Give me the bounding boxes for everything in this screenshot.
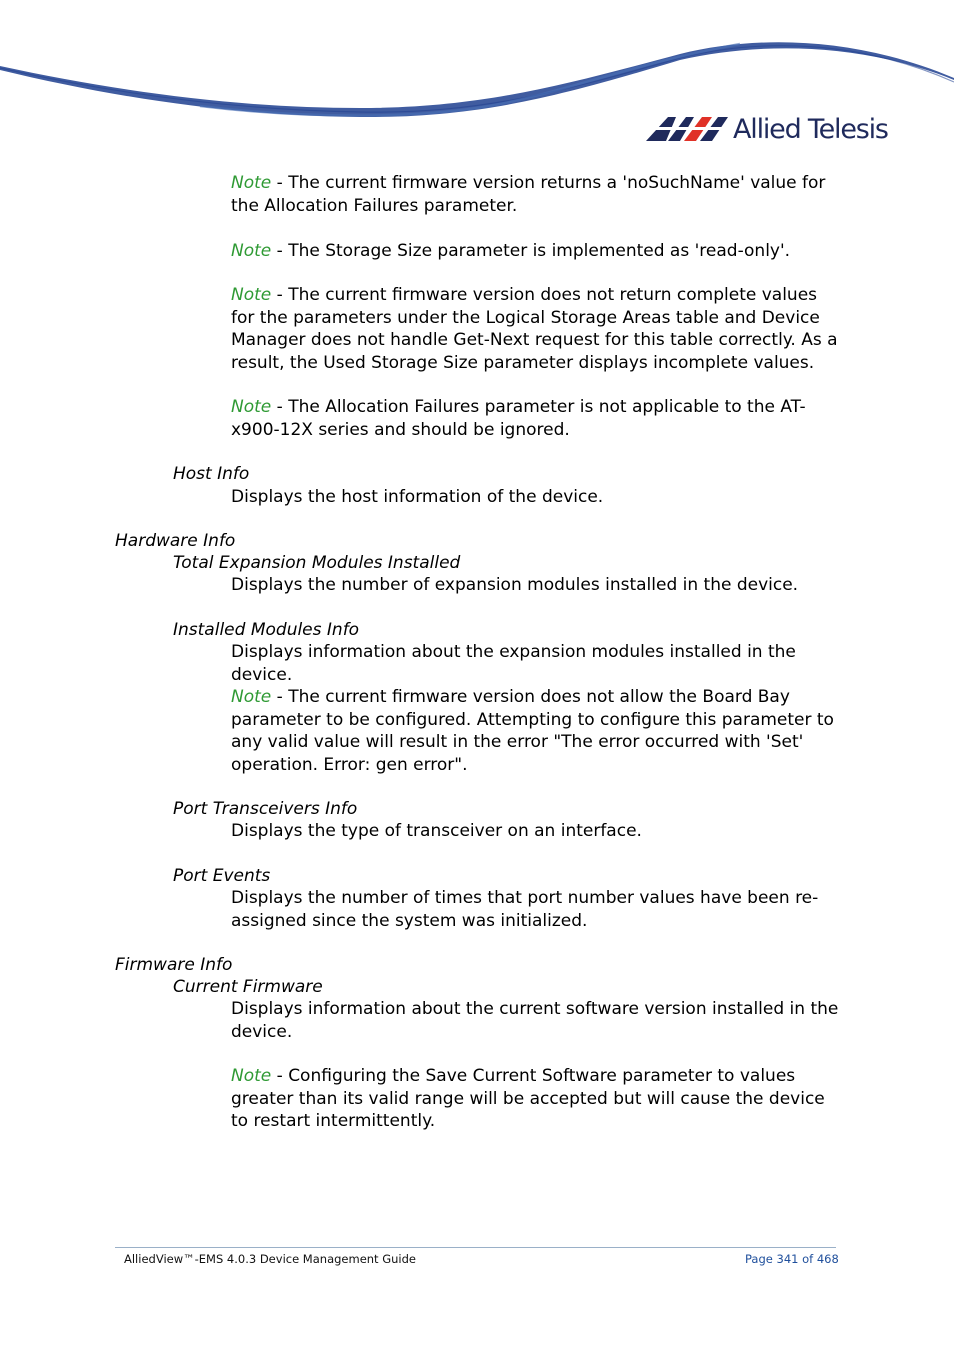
- host-info-heading: Host Info: [173, 464, 250, 484]
- port-events-heading: Port Events: [173, 866, 271, 886]
- port-transceivers-desc: Displays the type of transceiver on an interface.: [231, 821, 642, 841]
- host-info-desc: Displays the host information of the device.: [231, 487, 604, 507]
- note-label: Note: [231, 397, 272, 417]
- note-x900: [231, 396, 841, 441]
- note-allocation-failures: [231, 172, 841, 217]
- note-text: - The current firmware version returns a 'noSuchName' value for the Allocation Failures parameter.: [231, 173, 826, 216]
- note-label: Note: [231, 241, 272, 261]
- port-transceivers-heading: Port Transceivers Info: [173, 799, 358, 819]
- note-text: - The current firmware version does not return complete values for the parameters under the Logical Storage Areas table and Device Manager does not handle Get-Next request for this table correctly. As a result, the Used Storage Size parameter displays incomplete values.: [231, 285, 838, 373]
- total-expansion-desc: Displays the number of expansion modules installed in the device.: [231, 575, 799, 595]
- footer-divider: [115, 1247, 836, 1248]
- note-storage-size: [231, 240, 841, 263]
- logo-text: Allied Telesis: [733, 114, 888, 145]
- note-board-bay: [231, 686, 841, 776]
- note-label: Note: [231, 173, 272, 193]
- installed-modules-heading: Installed Modules Info: [173, 620, 360, 640]
- note-text: - The Allocation Failures parameter is not applicable to the AT-x900-12X series and should be ignored.: [231, 397, 806, 440]
- current-firmware-heading: Current Firmware: [173, 977, 323, 997]
- note-label: Note: [231, 1066, 272, 1086]
- footer-doc-title: AlliedView™-EMS 4.0.3 Device Management Guide: [124, 1252, 416, 1266]
- allied-telesis-logo: [646, 110, 888, 146]
- note-text: - Configuring the Save Current Software parameter to values greater than its valid range will be accepted but will cause the device to restart intermittently.: [231, 1066, 825, 1131]
- hardware-info-heading: Hardware Info: [115, 531, 236, 551]
- note-label: Note: [231, 687, 272, 707]
- firmware-info-heading: Firmware Info: [115, 955, 233, 975]
- note-text: - The current firmware version does not allow the Board Bay parameter to be configured. Attempting to configure this parameter to any valid value will result in the error "The error occurred with 'Set' operation. Error: gen error".: [231, 687, 834, 775]
- port-events-desc: Displays the number of times that port number values have been re-assigned since the system was initialized.: [231, 888, 819, 931]
- footer-page-number: Page 341 of 468: [745, 1252, 839, 1266]
- note-text: - The Storage Size parameter is implemented as 'read-only'.: [271, 241, 791, 261]
- note-label: Note: [231, 285, 272, 305]
- total-expansion-heading: Total Expansion Modules Installed: [173, 553, 461, 573]
- current-firmware-desc: Displays information about the current software version installed in the device.: [231, 999, 839, 1042]
- note-save-current-software: [231, 1065, 841, 1133]
- allied-telesis-logo-icon: [646, 113, 728, 143]
- installed-modules-desc: Displays information about the expansion modules installed in the device.: [231, 642, 796, 685]
- note-logical-storage: [231, 284, 841, 374]
